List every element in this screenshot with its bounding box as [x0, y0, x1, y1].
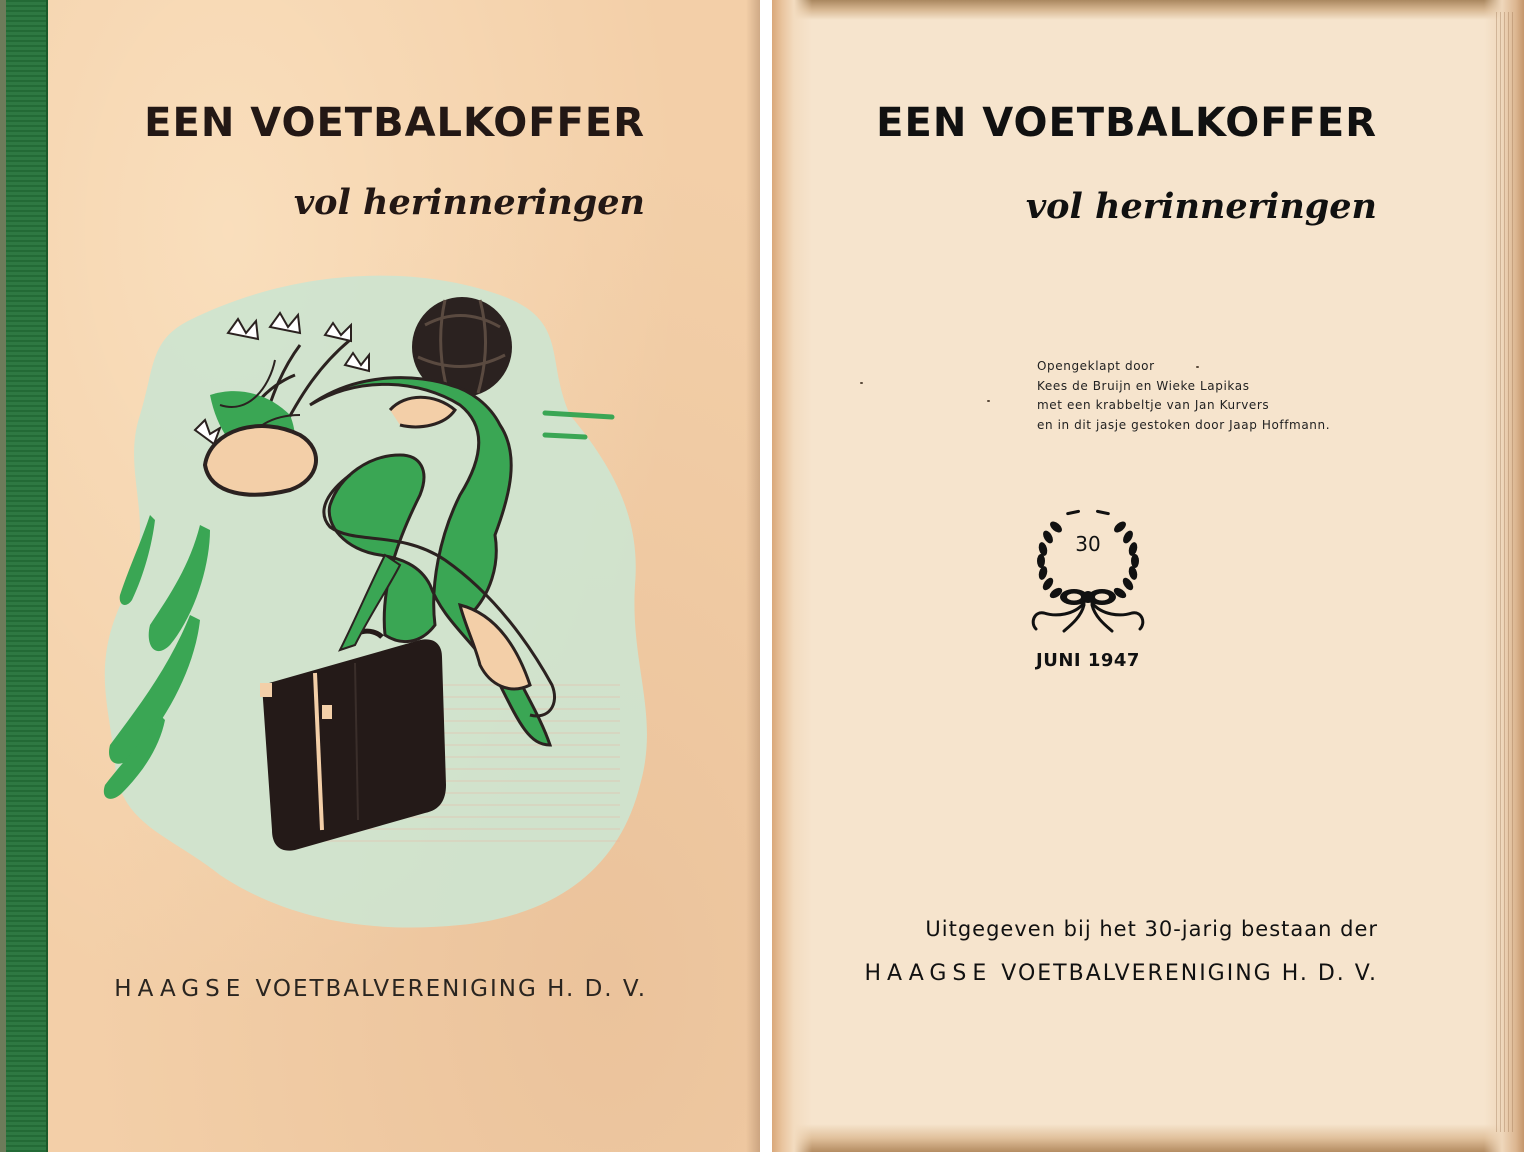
cover-illustration: [100, 265, 660, 935]
credit-line: en in dit jasje gestoken door Jaap Hoffmann.: [1037, 417, 1331, 432]
title-page-title: EEN VOETBALKOFFER: [876, 100, 1377, 146]
club-name-rest: VOETBALVERENIGING H. D. V.: [1001, 961, 1378, 986]
paper-speck: [987, 400, 990, 402]
cover-publisher-name: VOETBALVERENIGING H. D. V.: [255, 976, 647, 1002]
page-edges: [1496, 12, 1514, 1132]
title-page-subtitle: vol herinneringen: [1025, 186, 1377, 227]
paper-speck: [860, 382, 863, 384]
green-spine: [6, 0, 48, 1152]
anniversary-number: 30: [1075, 532, 1101, 556]
cover-publisher: [100, 976, 647, 1002]
club-name: [832, 961, 1378, 986]
credit-line: Opengeklapt door: [1037, 359, 1155, 373]
book-cover: [0, 0, 760, 1152]
cover-shadow: [746, 0, 760, 1152]
cover-subtitle: vol herinneringen: [293, 182, 645, 223]
publication-note: Uitgegeven bij het 30-jarig bestaan der: [925, 917, 1378, 941]
title-page: [772, 0, 1524, 1152]
hat-shape: [205, 426, 316, 495]
cover-publisher-city: HAAGSE: [114, 976, 247, 1002]
paper-speck: [1196, 366, 1199, 368]
cover-title: EEN VOETBALKOFFER: [144, 100, 645, 146]
club-name-city: HAAGSE: [864, 961, 993, 986]
credits-block: [1037, 357, 1330, 435]
laurel-wreath-icon: [1026, 505, 1150, 635]
page-gap: [760, 0, 772, 1152]
credit-line: Kees de Bruijn en Wieke Lapikas: [1037, 378, 1250, 393]
publication-date: JUNI 1947: [1036, 650, 1140, 671]
credit-line: met een krabbeltje van Jan Kurvers: [1037, 398, 1270, 412]
